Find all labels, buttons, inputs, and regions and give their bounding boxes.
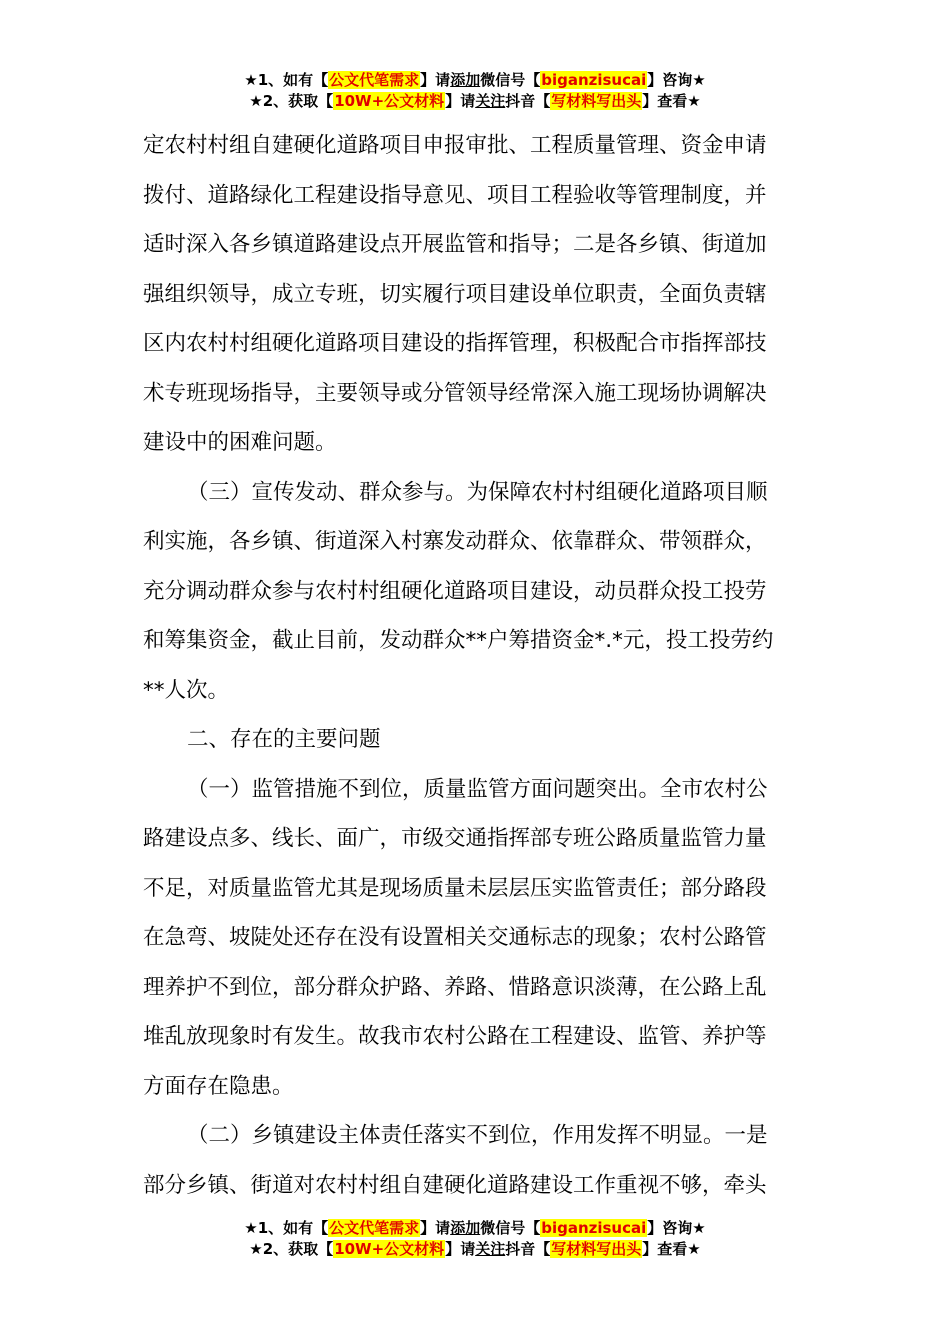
banner-text: 】咨询★ [647,71,706,89]
section-heading [143,715,807,765]
text-line: 部分乡镇、街道对农村村组自建硬化道路建设工作重视不够，牵头 [143,1172,767,1198]
header-banner [0,70,950,112]
banner-text: 】查看★ [642,1240,701,1258]
text-line: 在急弯、坡陡处还存在没有设置相关交通标志的现象；农村公路管 [143,925,767,950]
banner-text: ★1、如有【 [244,1219,329,1237]
banner-text: 】咨询★ [647,1219,706,1237]
text-line: 和筹集资金，截止目前，发动群众**户筹措资金*.*元，投工投劳约 [143,628,774,653]
paragraph-1 [143,121,807,468]
text-line: （二）乡镇建设主体责任落实不到位，作用发挥不明显。一是 [187,1123,768,1148]
text-line: **人次。 [143,677,230,703]
banner-text: 抖音【 [505,92,551,110]
banner-text: ★1、如有【 [244,71,329,89]
banner-text: 】请 [420,71,451,89]
banner-underlined: 添加 [450,1219,481,1237]
banner-text: 】查看★ [642,92,701,110]
banner-highlight: 10W+公文材料 [334,92,445,110]
heading-text: 二、存在的主要问题 [187,727,381,752]
paragraph-4 [143,1111,807,1210]
banner-text: 】请 [420,1219,451,1237]
banner-text: 】请 [445,92,476,110]
banner-highlight: 公文代笔需求 [329,71,420,89]
banner-text: 微信号【 [480,1219,541,1237]
banner-line-1 [0,70,950,91]
text-line: 理养护不到位，部分群众护路、养路、惜路意识淡薄，在公路上乱 [143,974,767,1000]
footer-banner [0,1218,950,1260]
banner-highlight: 写材料写出头 [551,1240,642,1258]
paragraph-3 [143,765,807,1112]
text-line: 适时深入各乡镇道路建设点开展监管和指导；二是各乡镇、街道加 [143,232,767,257]
text-line: 利实施，各乡镇、街道深入村寨发动群众、依靠群众、带领群众， [143,529,767,554]
text-line: 强组织领导，成立专班，切实履行项目建设单位职责，全面负责辖 [143,281,767,307]
text-line: 建设中的困难问题。 [143,430,337,455]
banner-text: 】请 [445,1240,476,1258]
banner-underlined: 关注 [475,92,506,110]
banner-highlight: 公文代笔需求 [329,1219,420,1237]
banner-text: ★2、获取【 [249,1240,334,1258]
banner-highlight: biganzisucai [541,1219,647,1237]
banner-underlined: 关注 [475,1240,506,1258]
banner-underlined: 添加 [450,71,481,89]
banner-highlight: biganzisucai [541,71,647,89]
text-line: 不足，对质量监管尤其是现场质量未层层压实监管责任；部分路段 [143,875,767,901]
text-line: （一）监管措施不到位，质量监管方面问题突出。全市农村公 [187,776,768,802]
text-line: 路建设点多、线长、面广，市级交通指挥部专班公路质量监管力量 [143,826,767,851]
banner-line-2 [0,1239,950,1260]
banner-line-2 [0,91,950,112]
text-line: 堆乱放现象时有发生。故我市农村公路在工程建设、监管、养护等 [143,1024,767,1049]
text-line: 拨付、道路绿化工程建设指导意见、项目工程验收等管理制度，并 [143,182,767,208]
banner-text: 抖音【 [505,1240,551,1258]
text-line: 区内农村村组硬化道路项目建设的指挥管理，积极配合市指挥部技 [143,331,767,356]
paragraph-2 [143,468,807,716]
text-line: 定农村村组自建硬化道路项目申报审批、工程质量管理、资金申请 [143,133,767,158]
text-line: 充分调动群众参与农村村组硬化道路项目建设，动员群众投工投劳 [143,578,767,604]
banner-line-1 [0,1218,950,1239]
text-line: （三）宣传发动、群众参与。为保障农村村组硬化道路项目顺 [187,479,768,505]
document-body [143,121,807,1210]
text-line: 术专班现场指导，主要领导或分管领导经常深入施工现场协调解决 [143,380,767,406]
banner-text: ★2、获取【 [249,92,334,110]
banner-highlight: 10W+公文材料 [334,1240,445,1258]
banner-highlight: 写材料写出头 [551,92,642,110]
banner-text: 微信号【 [480,71,541,89]
text-line: 方面存在隐患。 [143,1073,294,1099]
